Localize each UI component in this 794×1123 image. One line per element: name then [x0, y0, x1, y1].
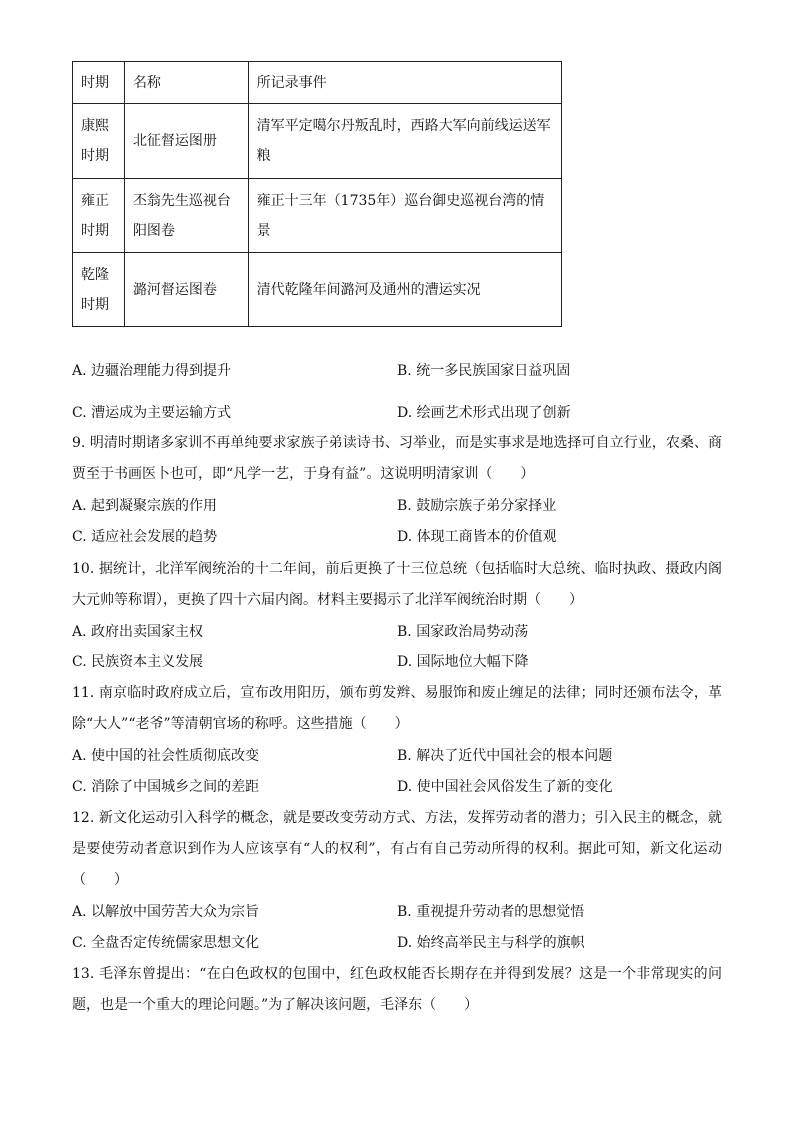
q10-option-a: A. 政府出卖国家主权: [72, 624, 204, 640]
q9-option-c: C. 适应社会发展的趋势: [72, 529, 218, 545]
cell-event: 雍正十三年（1735年）巡台御史巡视台湾的情景: [248, 179, 561, 253]
q12-option-a: A. 以解放中国劳苦大众为宗旨: [72, 904, 260, 920]
table-row: [73, 253, 562, 327]
header-name: 名称: [124, 62, 248, 104]
q11-option-a: A. 使中国的社会性质彻底改变: [72, 748, 260, 764]
q9-option-a: A. 起到凝聚宗族的作用: [72, 498, 218, 514]
header-event: 所记录事件: [248, 62, 561, 104]
table-row: [73, 104, 562, 179]
cell-period: 乾隆时期: [73, 253, 125, 327]
q9-stem: 9. 明清时期诸多家训不再单纯要求家族子弟读诗书、习举业，而是实事求是地选择可自立行业，农桑、商贾至于书画医卜也可，即“凡学一艺，于身有益”。这说明明清家训（ ）: [72, 435, 722, 482]
q12-option-c: C. 全盘否定传统儒家思想文化: [72, 935, 260, 951]
q11-option-c: C. 消除了中国城乡之间的差距: [72, 779, 260, 795]
q11-option-b: B. 解决了近代中国社会的根本问题: [397, 748, 613, 764]
cell-event: 清军平定噶尔丹叛乱时，西路大军向前线运送军粮: [248, 104, 561, 179]
q10-option-b: B. 国家政治局势动荡: [397, 624, 529, 640]
q8-option-c: C. 漕运成为主要运输方式: [72, 405, 232, 421]
q8-option-a: A. 边疆治理能力得到提升: [72, 363, 232, 379]
cell-name: 潞河督运图卷: [124, 253, 248, 327]
q10-option-c: C. 民族资本主义发展: [72, 654, 204, 670]
q8-option-d: D. 绘画艺术形式出现了创新: [397, 405, 571, 421]
table-row: [73, 179, 562, 253]
q12-option-b: B. 重视提升劳动者的思想觉悟: [397, 904, 585, 920]
table-header-row: [73, 62, 562, 104]
q13-stem: 13. 毛泽东曾提出：“在白色政权的包围中，红色政权能否长期存在并得到发展？这是一个非常现实的问题，也是一个重大的理论问题。”为了解决该问题，毛泽东（ ）: [72, 966, 722, 1013]
cell-period: 雍正时期: [73, 179, 125, 253]
cell-event: 清代乾隆年间潞河及通州的漕运实况: [248, 253, 561, 327]
q12-option-d: D. 始终高举民主与科学的旗帜: [397, 935, 585, 951]
q10-option-d: D. 国际地位大幅下降: [397, 654, 529, 670]
q12-stem: 12. 新文化运动引入科学的概念，就是要改变劳动方式、方法，发挥劳动者的潜力；引入民主的概念，就是要使劳动者意识到作为人应该享有“人的权利”，有占有自己劳动所得的权利。据此可知，新文化运动（ ）: [72, 810, 722, 888]
q11-option-d: D. 使中国社会风俗发生了新的变化: [397, 779, 613, 795]
cell-name: 丕翁先生巡视台阳图卷: [124, 179, 248, 253]
cell-name: 北征督运图册: [124, 104, 248, 179]
header-period: 时期: [73, 62, 125, 104]
q9-option-d: D. 体现工商皆本的价值观: [397, 529, 557, 545]
cell-period: 康熙时期: [73, 104, 125, 179]
records-table: [72, 61, 562, 327]
q10-stem: 10. 据统计，北洋军阀统治的十二年间，前后更换了十三位总统（包括临时大总统、临时执政、摄政内阁大元帅等称谓），更换了四十六届内阁。材料主要揭示了北洋军阀统治时期（ ）: [72, 561, 722, 608]
q11-stem: 11. 南京临时政府成立后，宣布改用阳历，颁布剪发辫、易服饰和废止缠足的法律；同时还颁布法令，革除“大人”“老爷”等清朝官场的称呼。这些措施（ ）: [72, 685, 722, 732]
q8-option-b: B. 统一多民族国家日益巩固: [397, 363, 571, 379]
q9-option-b: B. 鼓励宗族子弟分家择业: [397, 498, 557, 514]
